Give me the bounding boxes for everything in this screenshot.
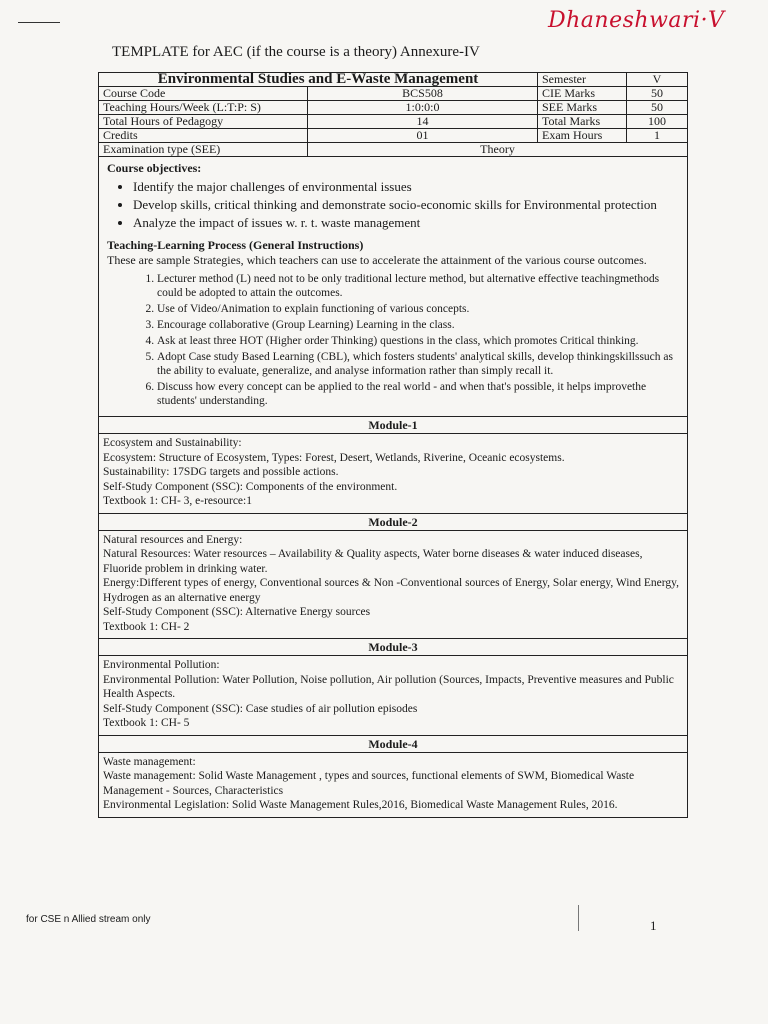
module-line: Sustainability: 17SDG targets and possible actions. — [103, 466, 339, 478]
credits-label: Credits — [99, 129, 308, 143]
module-2-heading: Module-2 — [98, 514, 688, 531]
module-line: Textbook 1: CH- 5 — [103, 717, 190, 729]
module-1-body — [98, 434, 688, 514]
objective-item: • Develop skills, critical thinking and demonstrate socio-economic skills for Environmental protection — [133, 196, 679, 214]
objectives-list — [107, 178, 679, 232]
objectives-section — [98, 157, 688, 417]
tlp-heading: Teaching-Learning Process (General Instructions) — [107, 238, 364, 252]
tlp-item: 4. Ask at least three HOT (Higher order Thinking) questions in the class, which promotes Critical thinking. — [157, 334, 679, 348]
teaching-hours-label: Teaching Hours/Week (L:T:P: S) — [99, 101, 308, 115]
objective-item: • Identify the major challenges of environmental issues — [133, 178, 679, 196]
module-line: Self-Study Component (SSC): Components of the environment. — [103, 480, 398, 493]
module-line: Natural Resources: Water resources – Availability & Quality aspects, Water borne diseases & water induced diseases, Fluoride problem in drinking water. — [103, 548, 643, 575]
module-1-heading: Module-1 — [98, 417, 688, 434]
page-number: 1 — [650, 918, 657, 933]
cie-label: CIE Marks — [538, 87, 627, 101]
module-line: Environmental Pollution: Water Pollution, Noise pollution, Air pollution (Sources, Impacts, Preventive measures and Public Health Aspects. — [103, 673, 674, 700]
module-line: Energy:Different types of energy, Conventional sources & Non -Conventional sources of Energy, Solar energy, Wind Energy, Hydrogen as an alternative energy — [103, 577, 680, 604]
exam-hours-value: 1 — [627, 129, 688, 143]
exam-hours-label: Exam Hours — [538, 129, 627, 143]
module-line: Waste management: Solid Waste Management , types and sources, functional elements of SWM, Biomedical Waste Management - Sources, Characteristics — [103, 770, 635, 797]
module-line: Textbook 1: CH- 2 — [103, 620, 190, 633]
tlp-item: 3. Encourage collaborative (Group Learning) Learning in the class. — [157, 318, 679, 332]
tlp-intro: These are sample Strategies, which teachers can use to accelerate the attainment of the various course outcomes. — [107, 253, 647, 267]
scan-mark — [18, 22, 60, 23]
see-label: SEE Marks — [538, 101, 627, 115]
tlp-list — [107, 272, 679, 408]
module-3-heading: Module-3 — [98, 639, 688, 656]
module-line: Waste management: — [103, 755, 196, 768]
semester-label: Semester — [538, 73, 627, 87]
pedagogy-hours-label: Total Hours of Pedagogy — [99, 115, 308, 129]
module-4-body — [98, 753, 688, 818]
credits-value: 01 — [308, 129, 538, 143]
exam-type-value: Theory — [308, 143, 688, 157]
module-line: Environmental Pollution: — [103, 659, 220, 671]
module-4-heading: Module-4 — [98, 736, 688, 753]
pedagogy-hours-value: 14 — [308, 115, 538, 129]
pen-mark — [578, 905, 579, 931]
course-code-value: BCS508 — [308, 87, 538, 101]
course-code-label: Course Code — [99, 87, 308, 101]
exam-type-label: Examination type (SEE) — [99, 143, 308, 157]
teaching-hours-value: 1:0:0:0 — [308, 101, 538, 115]
module-line: Natural resources and Energy: — [103, 533, 243, 546]
course-title: Environmental Studies and E-Waste Management — [99, 73, 538, 87]
footer-note: for CSE n Allied stream only — [26, 914, 151, 925]
page-header: TEMPLATE for AEC (if the course is a theory) Annexure-IV — [112, 44, 480, 60]
tlp-item: 5. Adopt Case study Based Learning (CBL), which fosters students' analytical skills, develop thinkingskillssuch as the ability to evaluate, generalize, and analyse information rather than simply recall it. — [157, 350, 679, 378]
tlp-item: 6. Discuss how every concept can be applied to the real world - and when that's possible, it helps improvethe students' understanding. — [157, 380, 679, 408]
tlp-item: 1. Lecturer method (L) need not to be only traditional lecture method, but alternative effective teachingmethods could be adopted to attain the outcomes. — [157, 272, 679, 300]
course-info-table — [98, 72, 688, 157]
objectives-heading: Course objectives: — [107, 161, 202, 175]
handwritten-signature: Dhaneshwari·V — [548, 8, 725, 33]
see-value: 50 — [627, 101, 688, 115]
module-3-body — [98, 656, 688, 736]
module-line: Ecosystem and Sustainability: — [103, 437, 242, 449]
total-marks-value: 100 — [627, 115, 688, 129]
module-2-body — [98, 531, 688, 640]
module-line: Environmental Legislation: Solid Waste Management Rules,2016, Biomedical Waste Management Rules, 2016. — [103, 799, 618, 811]
cie-value: 50 — [627, 87, 688, 101]
module-line: Ecosystem: Structure of Ecosystem, Types: Forest, Desert, Wetlands, Riverine, Oceanic ecosystems. — [103, 451, 565, 464]
module-line: Self-Study Component (SSC): Alternative Energy sources — [103, 606, 371, 618]
tlp-item: 2. Use of Video/Animation to explain functioning of various concepts. — [157, 302, 679, 316]
objective-item: • Analyze the impact of issues w. r. t. waste management — [133, 214, 679, 232]
module-line: Self-Study Component (SSC): Case studies of air pollution episodes — [103, 702, 418, 715]
total-marks-label: Total Marks — [538, 115, 627, 129]
semester-value: V — [627, 73, 688, 87]
syllabus-page — [98, 72, 688, 818]
module-line: Textbook 1: CH- 3, e-resource:1 — [103, 495, 252, 507]
